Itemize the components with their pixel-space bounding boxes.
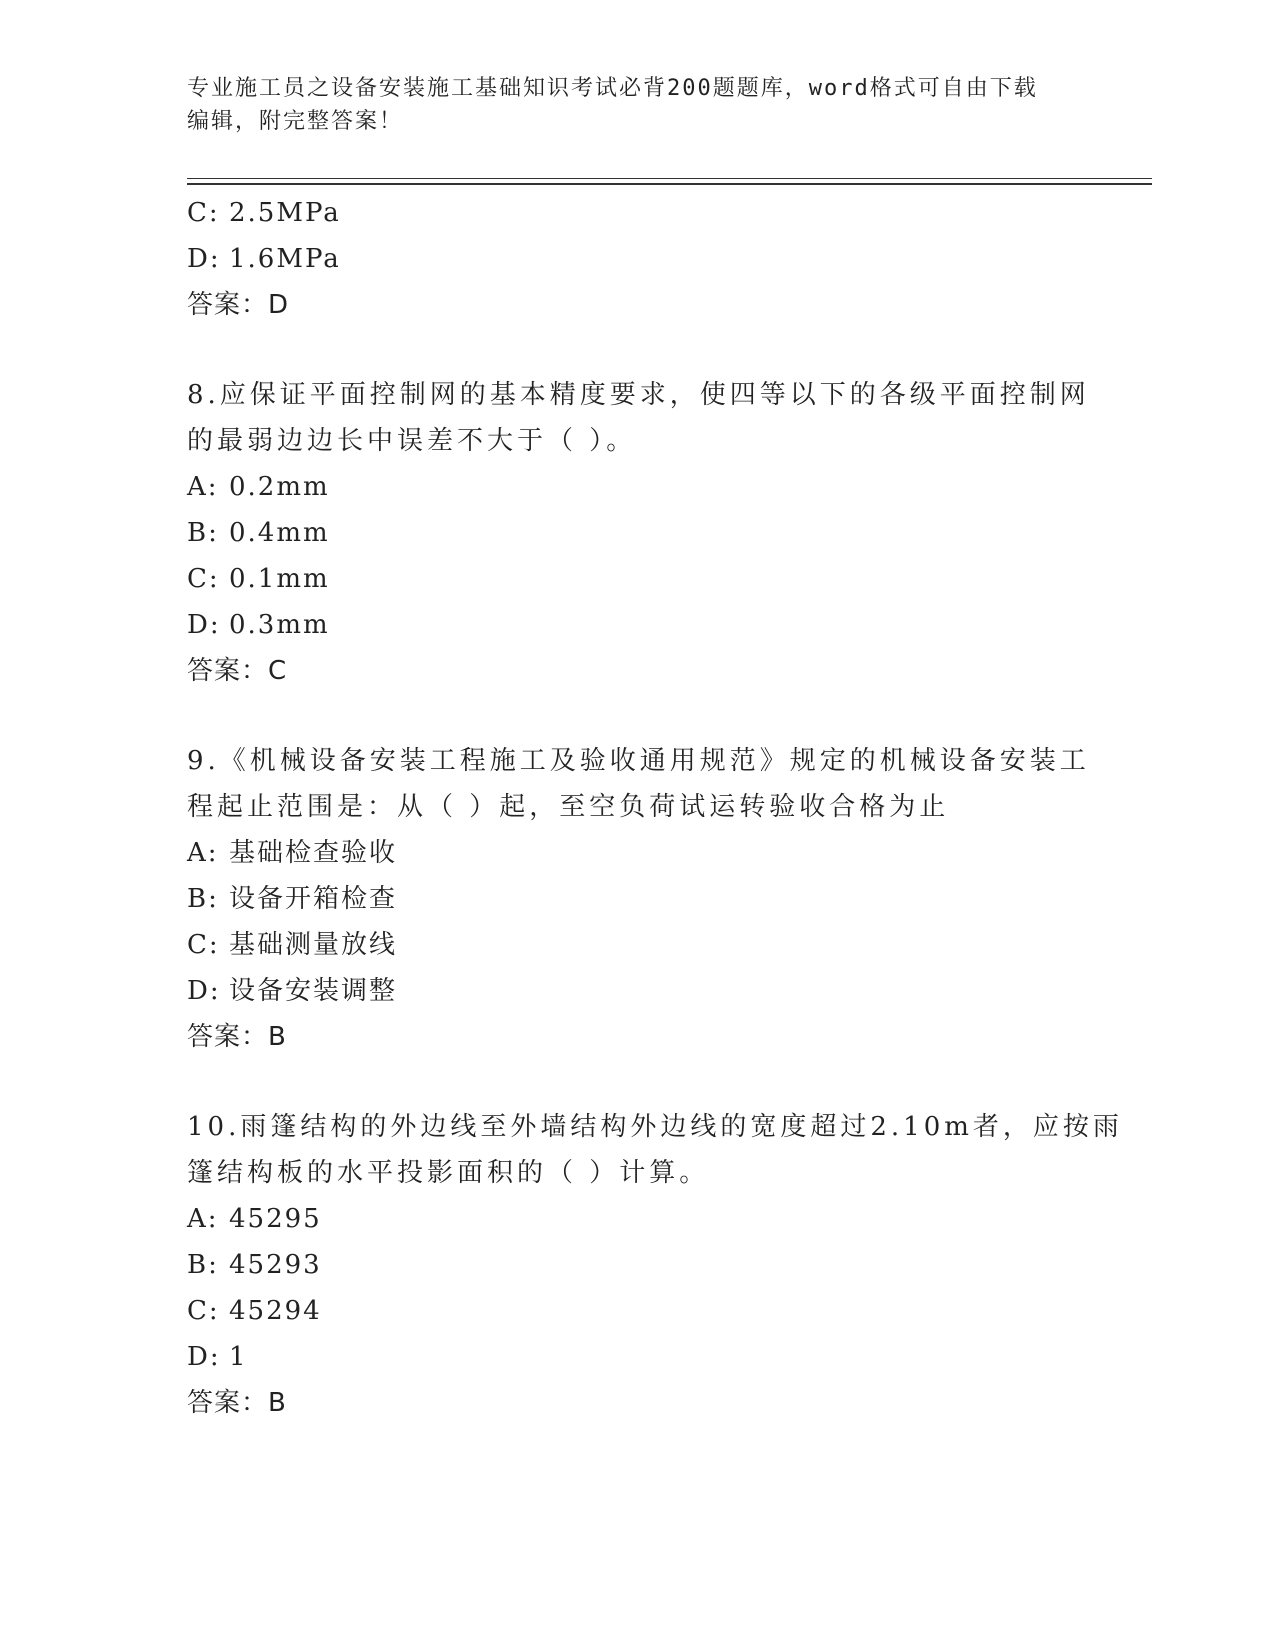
option-text: 0.4mm: [229, 518, 330, 548]
question-stem-line-1: 8.应保证平面控制网的基本精度要求，使四等以下的各级平面控制网: [187, 380, 1090, 410]
question-8: [187, 372, 1090, 694]
option-key: C:: [187, 564, 220, 594]
option-text: 基础测量放线: [229, 930, 398, 960]
option-key: C:: [187, 1296, 220, 1326]
option-b: [187, 876, 1087, 922]
option-key: B:: [187, 1250, 219, 1280]
header-title-line-2: 编辑，附完整答案！: [187, 109, 404, 134]
option-key: B:: [187, 884, 219, 914]
option-a: [187, 1196, 1087, 1242]
option-key: A:: [187, 838, 219, 868]
option-text: 1.6MPa: [229, 244, 341, 274]
option-b: [187, 1242, 1087, 1288]
option-key: D:: [187, 610, 221, 640]
option-key: D:: [187, 1342, 221, 1372]
option-text: 0.1mm: [229, 564, 330, 594]
option-text: 45293: [229, 1250, 322, 1280]
header-divider-thick: [187, 183, 1152, 185]
option-text: 设备安装调整: [229, 976, 398, 1006]
answer-line: 答案：B: [187, 1388, 287, 1418]
spacer: [187, 328, 1087, 372]
question-stem-line-1: 10.雨篷结构的外边线至外墙结构外边线的宽度超过2.10m者，应按雨: [187, 1112, 1123, 1142]
option-c: [187, 1288, 1087, 1334]
option-d: [187, 236, 1087, 282]
option-a: [187, 830, 1087, 876]
option-b: [187, 510, 1087, 556]
answer-line: 答案：B: [187, 1022, 287, 1052]
option-key: C:: [187, 930, 220, 960]
option-text: 1: [229, 1342, 248, 1372]
option-c: [187, 922, 1087, 968]
header-divider-thin: [187, 178, 1152, 179]
option-text: 0.2mm: [229, 472, 330, 502]
question-stem-line-2: 篷结构板的水平投影面积的（ ）计算。: [187, 1158, 710, 1188]
page-header: [187, 72, 1087, 138]
question-9: [187, 738, 1090, 1060]
option-key: A:: [187, 1204, 219, 1234]
answer-line: 答案：D: [187, 290, 290, 320]
option-text: 45295: [229, 1204, 322, 1234]
question-stem-line-2: 的最弱边边长中误差不大于（ ）。: [187, 426, 637, 456]
option-key: D:: [187, 976, 221, 1006]
option-text: 基础检查验收: [229, 838, 398, 868]
prev-question-block: [187, 190, 1087, 328]
option-text: 45294: [229, 1296, 322, 1326]
option-text: 0.3mm: [229, 610, 330, 640]
option-key: B:: [187, 518, 219, 548]
option-c: [187, 190, 1087, 236]
spacer: [187, 1060, 1087, 1104]
option-key: D:: [187, 244, 221, 274]
option-d: [187, 1334, 1087, 1380]
question-stem-line-2: 程起止范围是：从（ ）起，至空负荷试运转验收合格为止: [187, 792, 950, 822]
header-title-line-1: 专业施工员之设备安装施工基础知识考试必背200题题库，word格式可自由下载: [187, 76, 1038, 101]
question-stem-line-1: 9.《机械设备安装工程施工及验收通用规范》规定的机械设备安装工: [187, 746, 1090, 776]
question-content: [187, 190, 1123, 1426]
option-key: C:: [187, 198, 220, 228]
option-c: [187, 556, 1087, 602]
option-d: [187, 968, 1087, 1014]
option-key: A:: [187, 472, 219, 502]
answer-line: 答案：C: [187, 656, 288, 686]
option-text: 设备开箱检查: [229, 884, 398, 914]
option-d: [187, 602, 1087, 648]
question-10: [187, 1104, 1123, 1426]
option-a: [187, 464, 1087, 510]
option-text: 2.5MPa: [229, 198, 341, 228]
spacer: [187, 694, 1087, 738]
